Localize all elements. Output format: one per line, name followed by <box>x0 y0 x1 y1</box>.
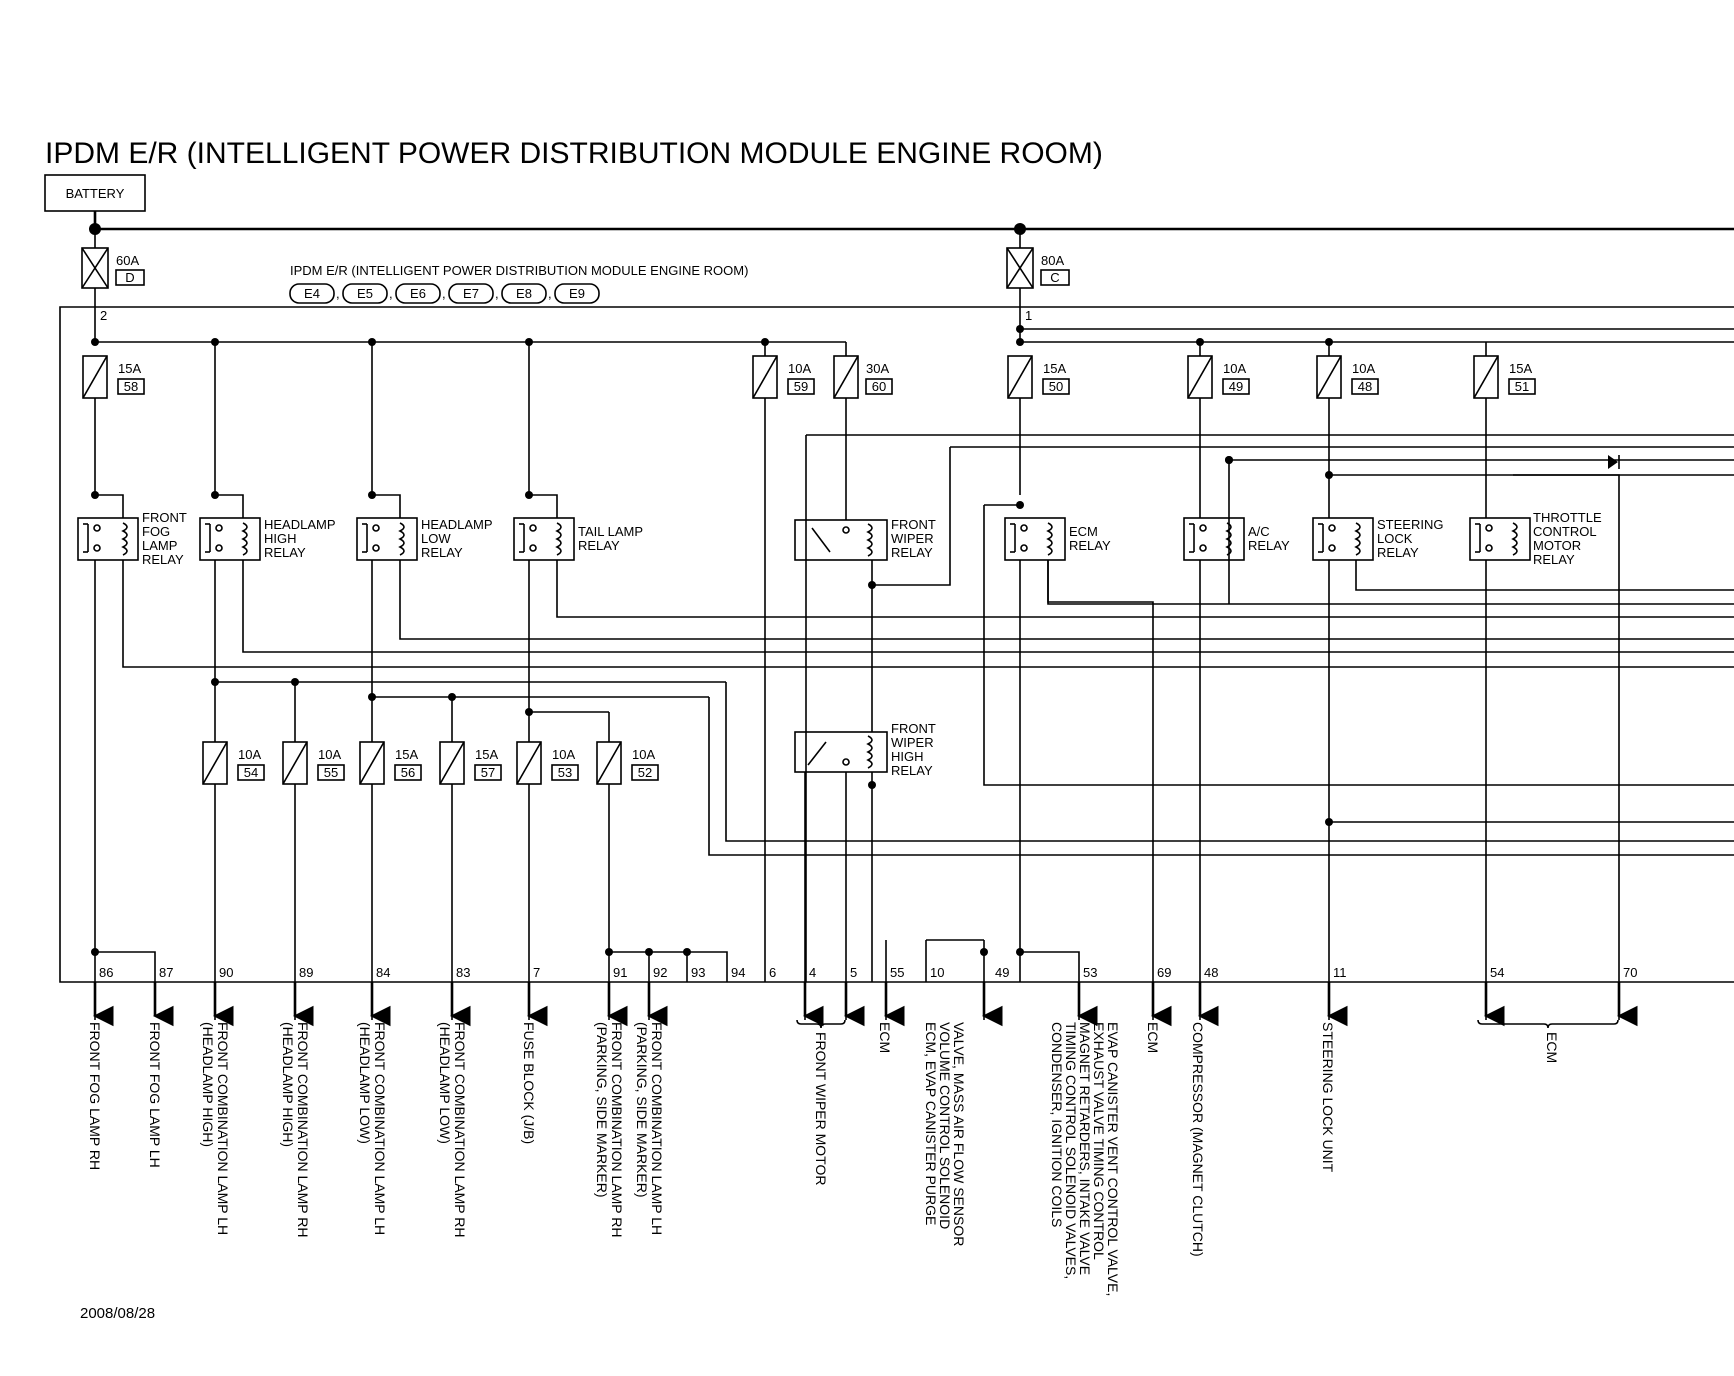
svg-text:RELAY: RELAY <box>1069 538 1111 553</box>
svg-text:59: 59 <box>793 379 809 394</box>
svg-text:WIPER: WIPER <box>891 531 934 546</box>
svg-text:51: 51 <box>1514 379 1530 394</box>
svg-text:94: 94 <box>731 965 746 980</box>
svg-text:HIGH: HIGH <box>891 749 924 764</box>
svg-text:(HEADLAMP LOW): (HEADLAMP LOW) <box>357 1022 373 1144</box>
svg-text:FRONT COMBINATION LAMP RH: FRONT COMBINATION LAMP RH <box>295 1022 311 1238</box>
terminal-numbers <box>99 965 1637 980</box>
svg-text:ECM: ECM <box>1145 1022 1161 1054</box>
main-fuse-id: C <box>1050 270 1060 285</box>
svg-text:FRONT: FRONT <box>891 721 936 736</box>
svg-text:10A: 10A <box>1223 361 1247 376</box>
svg-text:49: 49 <box>1228 379 1244 394</box>
svg-text:FRONT: FRONT <box>891 517 936 532</box>
svg-text:VALVE, MASS AIR FLOW SENSOR: VALVE, MASS AIR FLOW SENSOR <box>951 1022 967 1247</box>
svg-text:,: , <box>389 286 393 301</box>
destination-labels <box>87 1022 1560 1296</box>
relay-front-wiper-high <box>795 721 936 778</box>
svg-text:10A: 10A <box>552 747 576 762</box>
fuse <box>360 742 421 784</box>
svg-text:15A: 15A <box>1509 361 1533 376</box>
svg-text:(HEADLAMP HIGH): (HEADLAMP HIGH) <box>280 1022 296 1147</box>
relay-headlamp-high <box>200 517 336 560</box>
svg-text:92: 92 <box>653 965 668 980</box>
svg-text:50: 50 <box>1048 379 1064 394</box>
svg-text:86: 86 <box>99 965 114 980</box>
svg-text:,: , <box>495 286 499 301</box>
svg-text:15A: 15A <box>475 747 499 762</box>
svg-text:57: 57 <box>480 765 496 780</box>
connector-id: E6 <box>410 286 426 301</box>
svg-text:LAMP: LAMP <box>142 538 178 553</box>
main-fuse-id: D <box>125 270 135 285</box>
svg-text:5: 5 <box>850 965 858 980</box>
svg-text:,: , <box>442 286 446 301</box>
svg-text:FOG: FOG <box>142 524 171 539</box>
svg-text:STEERING LOCK UNIT: STEERING LOCK UNIT <box>1320 1022 1336 1173</box>
svg-text:10A: 10A <box>238 747 262 762</box>
svg-text:MAGNET RETARDERS, INTAKE VALVE: MAGNET RETARDERS, INTAKE VALVE <box>1077 1022 1093 1276</box>
svg-text:RELAY: RELAY <box>578 538 620 553</box>
svg-text:VOLUME CONTROL SOLENOID: VOLUME CONTROL SOLENOID <box>937 1022 953 1230</box>
svg-text:ECM: ECM <box>877 1022 893 1054</box>
module-label: IPDM E/R (INTELLIGENT POWER DISTRIBUTION MODULE ENGINE ROOM) <box>290 263 749 278</box>
fuse <box>1474 356 1535 398</box>
svg-text:FRONT COMBINATION LAMP RH: FRONT COMBINATION LAMP RH <box>609 1022 625 1238</box>
svg-text:FRONT COMBINATION LAMP LH: FRONT COMBINATION LAMP LH <box>372 1022 388 1236</box>
svg-text:ECM: ECM <box>1069 524 1098 539</box>
svg-text:RELAY: RELAY <box>142 552 184 567</box>
svg-text:11: 11 <box>1333 965 1347 980</box>
svg-text:COMPRESSOR (MAGNET CLUTCH): COMPRESSOR (MAGNET CLUTCH) <box>1190 1022 1206 1257</box>
pin-number: 2 <box>100 308 108 323</box>
svg-text:10A: 10A <box>1352 361 1376 376</box>
svg-text:LOW: LOW <box>421 531 451 546</box>
svg-text:,: , <box>548 286 552 301</box>
svg-text:90: 90 <box>219 965 234 980</box>
fuse <box>597 742 658 784</box>
svg-text:30A: 30A <box>866 361 890 376</box>
svg-text:RELAY: RELAY <box>1248 538 1290 553</box>
svg-text:15A: 15A <box>395 747 419 762</box>
svg-text:HEADLAMP: HEADLAMP <box>264 517 336 532</box>
svg-text:49: 49 <box>995 965 1010 980</box>
svg-text:15A: 15A <box>118 361 142 376</box>
svg-text:54: 54 <box>1490 965 1505 980</box>
svg-text:7: 7 <box>533 965 541 980</box>
svg-text:RELAY: RELAY <box>1533 552 1575 567</box>
fuse <box>753 356 814 398</box>
svg-text:THROTTLE: THROTTLE <box>1533 510 1602 525</box>
svg-text:EXHAUST VALVE TIMING CONTROL: EXHAUST VALVE TIMING CONTROL <box>1091 1022 1107 1260</box>
fuse <box>283 742 344 784</box>
svg-text:FRONT WIPER MOTOR: FRONT WIPER MOTOR <box>813 1032 829 1186</box>
fuse <box>517 742 578 784</box>
fuse <box>1008 356 1069 398</box>
svg-text:TAIL LAMP: TAIL LAMP <box>578 524 644 539</box>
relay-ac <box>1184 518 1290 560</box>
svg-text:FRONT FOG LAMP RH: FRONT FOG LAMP RH <box>87 1022 103 1171</box>
relay-front-fog-lamp <box>78 510 187 567</box>
svg-text:(PARKING, SIDE MARKER): (PARKING, SIDE MARKER) <box>594 1022 610 1198</box>
connector-id: E4 <box>304 286 320 301</box>
svg-text:91: 91 <box>613 965 628 980</box>
relay-front-wiper <box>795 517 936 560</box>
svg-text:RELAY: RELAY <box>421 545 463 560</box>
pin-number: 1 <box>1025 308 1033 323</box>
svg-text:HIGH: HIGH <box>264 531 297 546</box>
svg-text:69: 69 <box>1157 965 1172 980</box>
svg-text:WIPER: WIPER <box>891 735 934 750</box>
svg-text:RELAY: RELAY <box>264 545 306 560</box>
svg-text:89: 89 <box>299 965 314 980</box>
svg-text:ECM: ECM <box>1544 1032 1560 1064</box>
svg-text:70: 70 <box>1623 965 1638 980</box>
svg-text:(HEADLAMP HIGH): (HEADLAMP HIGH) <box>200 1022 216 1147</box>
svg-text:,: , <box>336 286 340 301</box>
svg-text:(PARKING, SIDE MARKER): (PARKING, SIDE MARKER) <box>634 1022 650 1198</box>
svg-text:4: 4 <box>809 965 817 980</box>
svg-text:FUSE BLOCK (J/B): FUSE BLOCK (J/B) <box>521 1022 537 1145</box>
svg-text:10A: 10A <box>632 747 656 762</box>
svg-text:10A: 10A <box>788 361 812 376</box>
svg-text:53: 53 <box>1083 965 1098 980</box>
svg-text:FRONT: FRONT <box>142 510 187 525</box>
svg-text:RELAY: RELAY <box>1377 545 1419 560</box>
main-fuse-rating: 60A <box>116 253 140 268</box>
svg-text:53: 53 <box>557 765 573 780</box>
svg-text:FRONT COMBINATION LAMP LH: FRONT COMBINATION LAMP LH <box>649 1022 665 1236</box>
svg-text:55: 55 <box>323 765 339 780</box>
connector-id: E5 <box>357 286 373 301</box>
svg-text:RELAY: RELAY <box>891 545 933 560</box>
svg-text:(HEADLAMP LOW): (HEADLAMP LOW) <box>437 1022 453 1144</box>
svg-text:55: 55 <box>890 965 905 980</box>
fuse <box>1317 356 1378 398</box>
svg-text:STEERING: STEERING <box>1377 517 1444 532</box>
svg-text:56: 56 <box>400 765 416 780</box>
svg-text:87: 87 <box>159 965 174 980</box>
terminal-arrows <box>95 982 1619 1016</box>
connector-list <box>290 284 599 303</box>
relay-ecm <box>1005 518 1111 560</box>
connector-id: E8 <box>516 286 532 301</box>
svg-text:54: 54 <box>243 765 259 780</box>
svg-text:52: 52 <box>637 765 653 780</box>
svg-text:FRONT FOG LAMP LH: FRONT FOG LAMP LH <box>147 1022 163 1168</box>
battery-label: BATTERY <box>65 186 125 201</box>
connector-id: E9 <box>569 286 585 301</box>
svg-text:CONDENSER, IGNITION COILS: CONDENSER, IGNITION COILS <box>1049 1022 1065 1228</box>
svg-text:MOTOR: MOTOR <box>1533 538 1582 553</box>
svg-text:A/C: A/C <box>1248 524 1270 539</box>
svg-text:CONTROL: CONTROL <box>1533 524 1597 539</box>
module-boundary <box>60 307 1734 982</box>
svg-text:84: 84 <box>376 965 391 980</box>
svg-text:10: 10 <box>930 965 945 980</box>
svg-text:FRONT COMBINATION LAMP LH: FRONT COMBINATION LAMP LH <box>215 1022 231 1236</box>
page-title: IPDM E/R (INTELLIGENT POWER DISTRIBUTION MODULE ENGINE ROOM) <box>45 137 1103 170</box>
fuse <box>203 742 264 784</box>
relay-throttle-control-motor <box>1470 510 1602 567</box>
svg-text:EVAP CANISTER VENT CONTROL VAL: EVAP CANISTER VENT CONTROL VALVE, <box>1105 1022 1121 1297</box>
svg-text:ECM, EVAP CANISTER PURGE: ECM, EVAP CANISTER PURGE <box>923 1022 939 1226</box>
fuse <box>1188 356 1249 398</box>
document-date: 2008/08/28 <box>80 1305 156 1322</box>
svg-text:48: 48 <box>1357 379 1373 394</box>
relay-steering-lock <box>1313 517 1443 560</box>
svg-text:48: 48 <box>1204 965 1219 980</box>
svg-text:93: 93 <box>691 965 706 980</box>
svg-text:58: 58 <box>123 379 139 394</box>
relay-tail-lamp <box>514 518 643 560</box>
svg-text:RELAY: RELAY <box>891 763 933 778</box>
fuse <box>83 356 144 398</box>
svg-text:TIMING CONTROL SOLENOID VALVES: TIMING CONTROL SOLENOID VALVES, <box>1063 1022 1079 1280</box>
relay-headlamp-low <box>357 517 493 560</box>
svg-text:LOCK: LOCK <box>1377 531 1413 546</box>
connector-id: E7 <box>463 286 479 301</box>
fuse <box>440 742 501 784</box>
svg-text:HEADLAMP: HEADLAMP <box>421 517 493 532</box>
svg-text:83: 83 <box>456 965 471 980</box>
fuse <box>834 356 892 398</box>
main-fuse-rating: 80A <box>1041 253 1065 268</box>
svg-text:60: 60 <box>871 379 887 394</box>
svg-text:6: 6 <box>769 965 777 980</box>
svg-text:15A: 15A <box>1043 361 1067 376</box>
svg-text:FRONT COMBINATION LAMP RH: FRONT COMBINATION LAMP RH <box>452 1022 468 1238</box>
svg-text:10A: 10A <box>318 747 342 762</box>
